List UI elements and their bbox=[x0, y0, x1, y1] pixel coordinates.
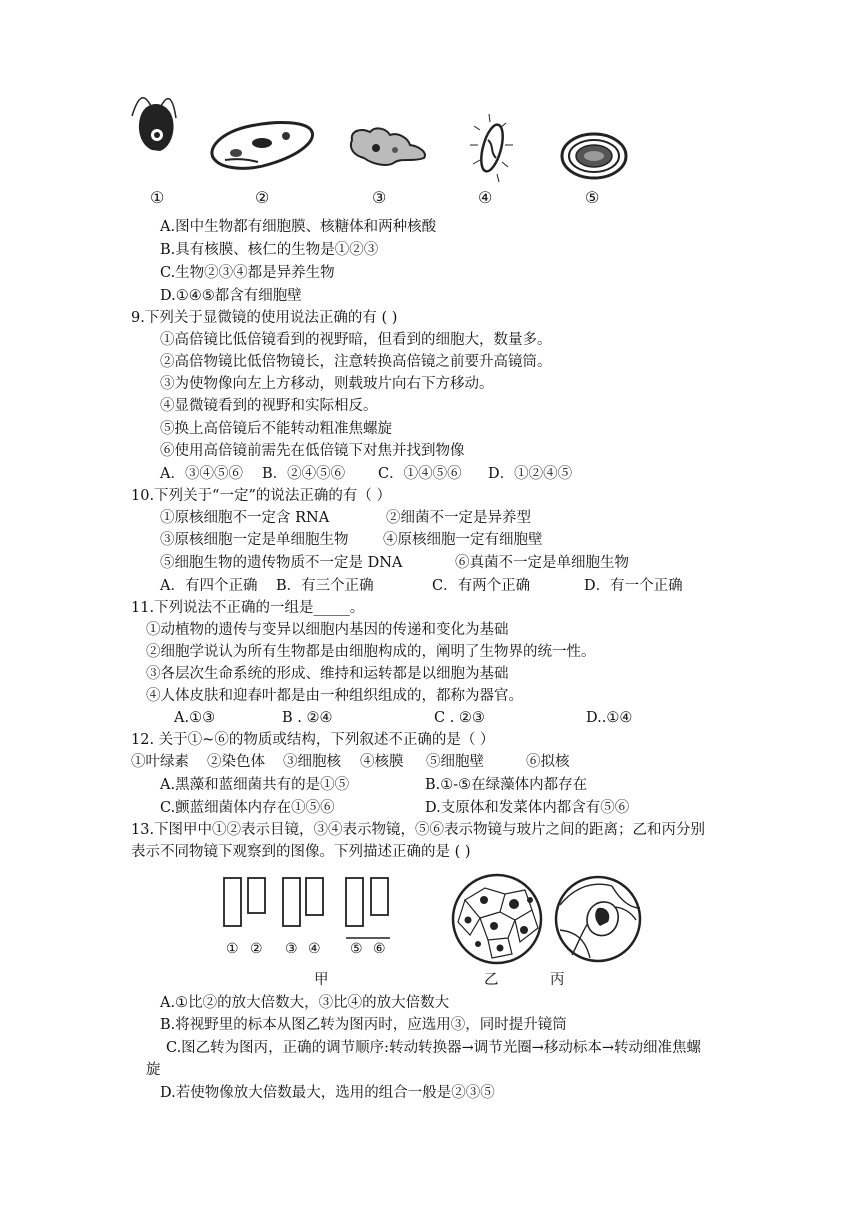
q11-item-4: ④人体皮肤和迎春叶都是由一种组织组成的，都称为器官。 bbox=[146, 688, 523, 704]
q13-option-d: D.若使物像放大倍数最大，选用的组合一般是②③⑤ bbox=[160, 1085, 495, 1101]
q9-item-6: ⑥使用高倍镜前需先在低倍镜下对焦并找到物像 bbox=[160, 443, 465, 459]
q12-stem: 12. 关于①~⑥的物质或结构，下列叙述不正确的是（ ） bbox=[131, 732, 495, 748]
q13-option-a: A.①比②的放大倍数大，③比④的放大倍数大 bbox=[160, 995, 450, 1011]
q8-option-b: B.具有核膜、核仁的生物是①②③ bbox=[160, 242, 379, 258]
figure-bing-caption: 丙 bbox=[550, 972, 565, 988]
lens-objective-4 bbox=[306, 878, 323, 915]
q12-option-d: D.支原体和发菜体内都含有⑤⑥ bbox=[425, 800, 630, 816]
figure-jia-label-6: ⑥ bbox=[373, 941, 386, 957]
organism-1-image bbox=[132, 98, 176, 151]
q12-material-6: ⑥拟核 bbox=[526, 754, 570, 770]
q11-item-3: ③各层次生命系统的形成、维持和运转都是以细胞为基础 bbox=[146, 666, 509, 682]
q13-option-b: B.将视野里的标本从图乙转为图丙时，应选用③，同时提升镜筒 bbox=[160, 1017, 567, 1033]
organism-label-2: ② bbox=[255, 188, 270, 207]
q11-stem: 11.下列说法不正确的一组是_____。 bbox=[131, 600, 365, 616]
q10-stem: 10.下列关于“一定”的说法正确的有（ ） bbox=[131, 488, 391, 504]
organism-figure bbox=[0, 0, 860, 200]
organism-3-image bbox=[351, 128, 425, 165]
q9-stem: 9.下列关于显微镜的使用说法正确的有 ( ) bbox=[131, 310, 398, 326]
q10-option-c: C．有两个正确 bbox=[432, 578, 531, 594]
organism-label-5: ⑤ bbox=[585, 188, 600, 207]
q8-option-d: D.①④⑤都含有细胞壁 bbox=[160, 288, 302, 304]
microscope-figure bbox=[0, 860, 860, 1000]
q11-option-b: B . ②④ bbox=[282, 710, 333, 726]
figure-jia-label-1: ① bbox=[226, 941, 239, 957]
q11-option-a: A.①③ bbox=[174, 710, 216, 726]
organism-2-image bbox=[212, 123, 313, 169]
figure-jia-label-2: ② bbox=[250, 941, 263, 957]
organism-5-image bbox=[562, 134, 626, 178]
q9-item-1: ①高倍镜比低倍镜看到的视野暗，但看到的细胞大，数量多。 bbox=[160, 332, 552, 348]
q10-item-1: ①原核细胞不一定含 RNA bbox=[160, 510, 330, 526]
q13-option-c: C.图乙转为图丙，正确的调节顺序:转动转换器→调节光圈→移动标本→转动细准焦螺 bbox=[166, 1040, 702, 1056]
q12-material-2: ②染色体 bbox=[207, 754, 265, 770]
q13-stem-line-2: 表示不同物镜下观察到的图像。下列描述正确的是 ( ) bbox=[131, 844, 471, 860]
q9-option-c: C．①④⑤⑥ bbox=[378, 466, 462, 482]
q10-item-5: ⑤细胞生物的遗传物质不一定是 DNA bbox=[160, 555, 403, 571]
organism-label-3: ③ bbox=[372, 188, 387, 207]
lens-distance-5 bbox=[346, 878, 363, 926]
microscope-view-yi bbox=[453, 875, 541, 963]
q12-option-a: A.黑藻和蓝细菌共有的是①⑤ bbox=[160, 777, 350, 793]
q12-material-1: ①叶绿素 bbox=[131, 754, 189, 770]
lens-eyepiece-2 bbox=[248, 878, 265, 913]
q10-item-3: ③原核细胞一定是单细胞生物 bbox=[160, 532, 349, 548]
organism-label-4: ④ bbox=[478, 188, 493, 207]
q12-option-c: C.颤蓝细菌体内存在①⑤⑥ bbox=[160, 800, 335, 816]
figure-yi-caption: 乙 bbox=[484, 972, 499, 988]
figure-jia-label-4: ④ bbox=[308, 941, 321, 957]
q9-option-b: B．②④⑤⑥ bbox=[262, 466, 346, 482]
q9-item-3: ③为使物像向左上方移动，则载玻片向右下方移动。 bbox=[160, 376, 494, 392]
q9-item-4: ④显微镜看到的视野和实际相反。 bbox=[160, 398, 378, 414]
lens-objective-3 bbox=[283, 878, 300, 926]
figure-jia-label-3: ③ bbox=[285, 941, 298, 957]
q11-option-d: D..①④ bbox=[586, 710, 633, 726]
q9-item-2: ②高倍物镜比低倍物镜长，注意转换高倍镜之前要升高镜筒。 bbox=[160, 354, 552, 370]
organism-4-image bbox=[470, 114, 513, 182]
figure-jia-label-5: ⑤ bbox=[350, 941, 363, 957]
q12-material-3: ③细胞核 bbox=[283, 754, 341, 770]
q9-option-d: D．①②④⑤ bbox=[488, 466, 573, 482]
organism-label-1: ① bbox=[150, 188, 165, 207]
q11-item-1: ①动植物的遗传与变异以细胞内基因的传递和变化为基础 bbox=[146, 622, 509, 638]
q10-option-b: B．有三个正确 bbox=[276, 578, 374, 594]
q10-item-2: ②细菌不一定是异养型 bbox=[386, 510, 531, 526]
q12-option-b: B.①-⑤在绿藻体内都存在 bbox=[425, 777, 588, 793]
lens-distance-6 bbox=[371, 878, 388, 915]
q10-item-4: ④原核细胞一定有细胞壁 bbox=[383, 532, 543, 548]
q10-option-a: A．有四个正确 bbox=[160, 578, 258, 594]
lens-eyepiece-1 bbox=[224, 878, 241, 926]
q10-option-d: D．有一个正确 bbox=[584, 578, 683, 594]
q13-stem-line-1: 13.下图甲中①②表示目镜，③④表示物镜，⑤⑥表示物镜与玻片之间的距离；乙和丙分别 bbox=[131, 822, 706, 838]
q9-option-a: A．③④⑤⑥ bbox=[160, 466, 243, 482]
q8-option-a: A.图中生物都有细胞膜、核糖体和两种核酸 bbox=[160, 219, 437, 235]
q11-item-2: ②细胞学说认为所有生物都是由细胞构成的，阐明了生物界的统一性。 bbox=[146, 644, 596, 660]
q11-option-c: C . ②③ bbox=[434, 710, 485, 726]
q13-option-c-wrap: 旋 bbox=[146, 1062, 161, 1078]
figure-jia-caption: 甲 bbox=[314, 972, 329, 988]
q12-material-4: ④核膜 bbox=[360, 754, 404, 770]
q8-option-c: C.生物②③④都是异养生物 bbox=[160, 265, 335, 281]
q10-item-6: ⑥真菌不一定是单细胞生物 bbox=[455, 555, 629, 571]
microscope-view-bing bbox=[556, 877, 640, 961]
q12-material-5: ⑤细胞壁 bbox=[426, 754, 484, 770]
q9-item-5: ⑤换上高倍镜后不能转动粗准焦螺旋 bbox=[160, 421, 392, 437]
